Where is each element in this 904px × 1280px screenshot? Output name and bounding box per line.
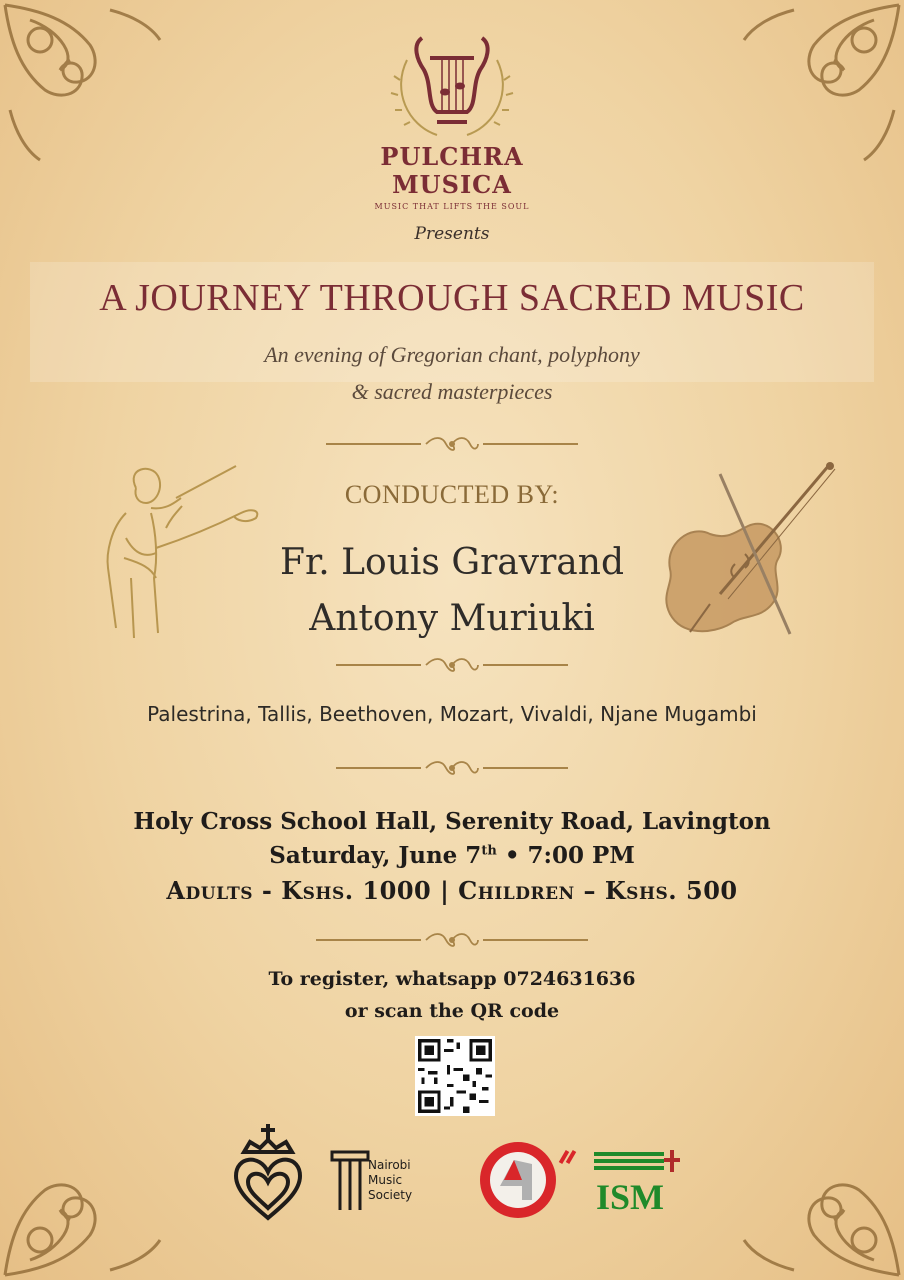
qr-code-icon[interactable]	[415, 1036, 495, 1116]
event-time: 7:00 PM	[527, 842, 635, 869]
composers-list: Palestrina, Tallis, Beethoven, Mozart, Vivaldi, Njane Mugambi	[147, 702, 757, 726]
ornamental-divider-icon	[316, 930, 588, 950]
ornamental-divider-icon	[336, 655, 568, 675]
venue-text: Holy Cross School Hall, Serenity Road, Lavington	[133, 808, 771, 835]
subtitle-line2: & sacred masterpieces	[351, 379, 553, 404]
brand-name-line2: MUSICA	[392, 170, 512, 199]
corner-ornament-icon	[0, 1110, 170, 1280]
nairobi-music-society-text	[368, 1158, 412, 1203]
register-line2: or scan the QR code	[344, 1000, 560, 1022]
conducted-by-label: CONDUCTED BY:	[344, 480, 560, 509]
subtitle-line1: An evening of Gregorian chant, polyphony	[264, 342, 640, 367]
lyre-logo-icon	[382, 30, 522, 142]
trumpet-logo-icon	[330, 1144, 370, 1214]
nms-word: Nairobi	[368, 1158, 411, 1172]
ism-logo-text: ISM	[596, 1177, 665, 1217]
nms-word: Music	[368, 1173, 403, 1187]
date-time-text	[0, 842, 904, 869]
brand-tagline: MUSIC THAT LIFTS THE SOUL	[374, 202, 530, 211]
event-title: A JOURNEY THROUGH SACRED MUSIC	[99, 277, 805, 319]
corner-ornament-icon	[734, 1110, 904, 1280]
ornamental-divider-icon	[336, 758, 568, 778]
date-separator: •	[504, 842, 520, 869]
red-circle-logo-icon	[474, 1138, 578, 1222]
register-line1: To register, whatsapp 0724631636	[268, 968, 636, 990]
brand-name-line1: PULCHRA	[380, 142, 524, 171]
nms-word: Society	[368, 1188, 413, 1202]
conductor-name: Antony Muriuki	[309, 598, 595, 639]
ornamental-divider-icon	[326, 434, 578, 454]
date-day: Saturday, June 7	[269, 842, 482, 869]
ticket-prices: Adults - Kshs. 1000 | Children – Kshs. 500	[166, 876, 738, 905]
sacred-heart-logo-icon	[230, 1122, 306, 1222]
presents-text: Presents	[414, 224, 490, 244]
date-suffix: th	[481, 843, 497, 859]
conductor-name: Fr. Louis Gravrand	[280, 542, 624, 583]
